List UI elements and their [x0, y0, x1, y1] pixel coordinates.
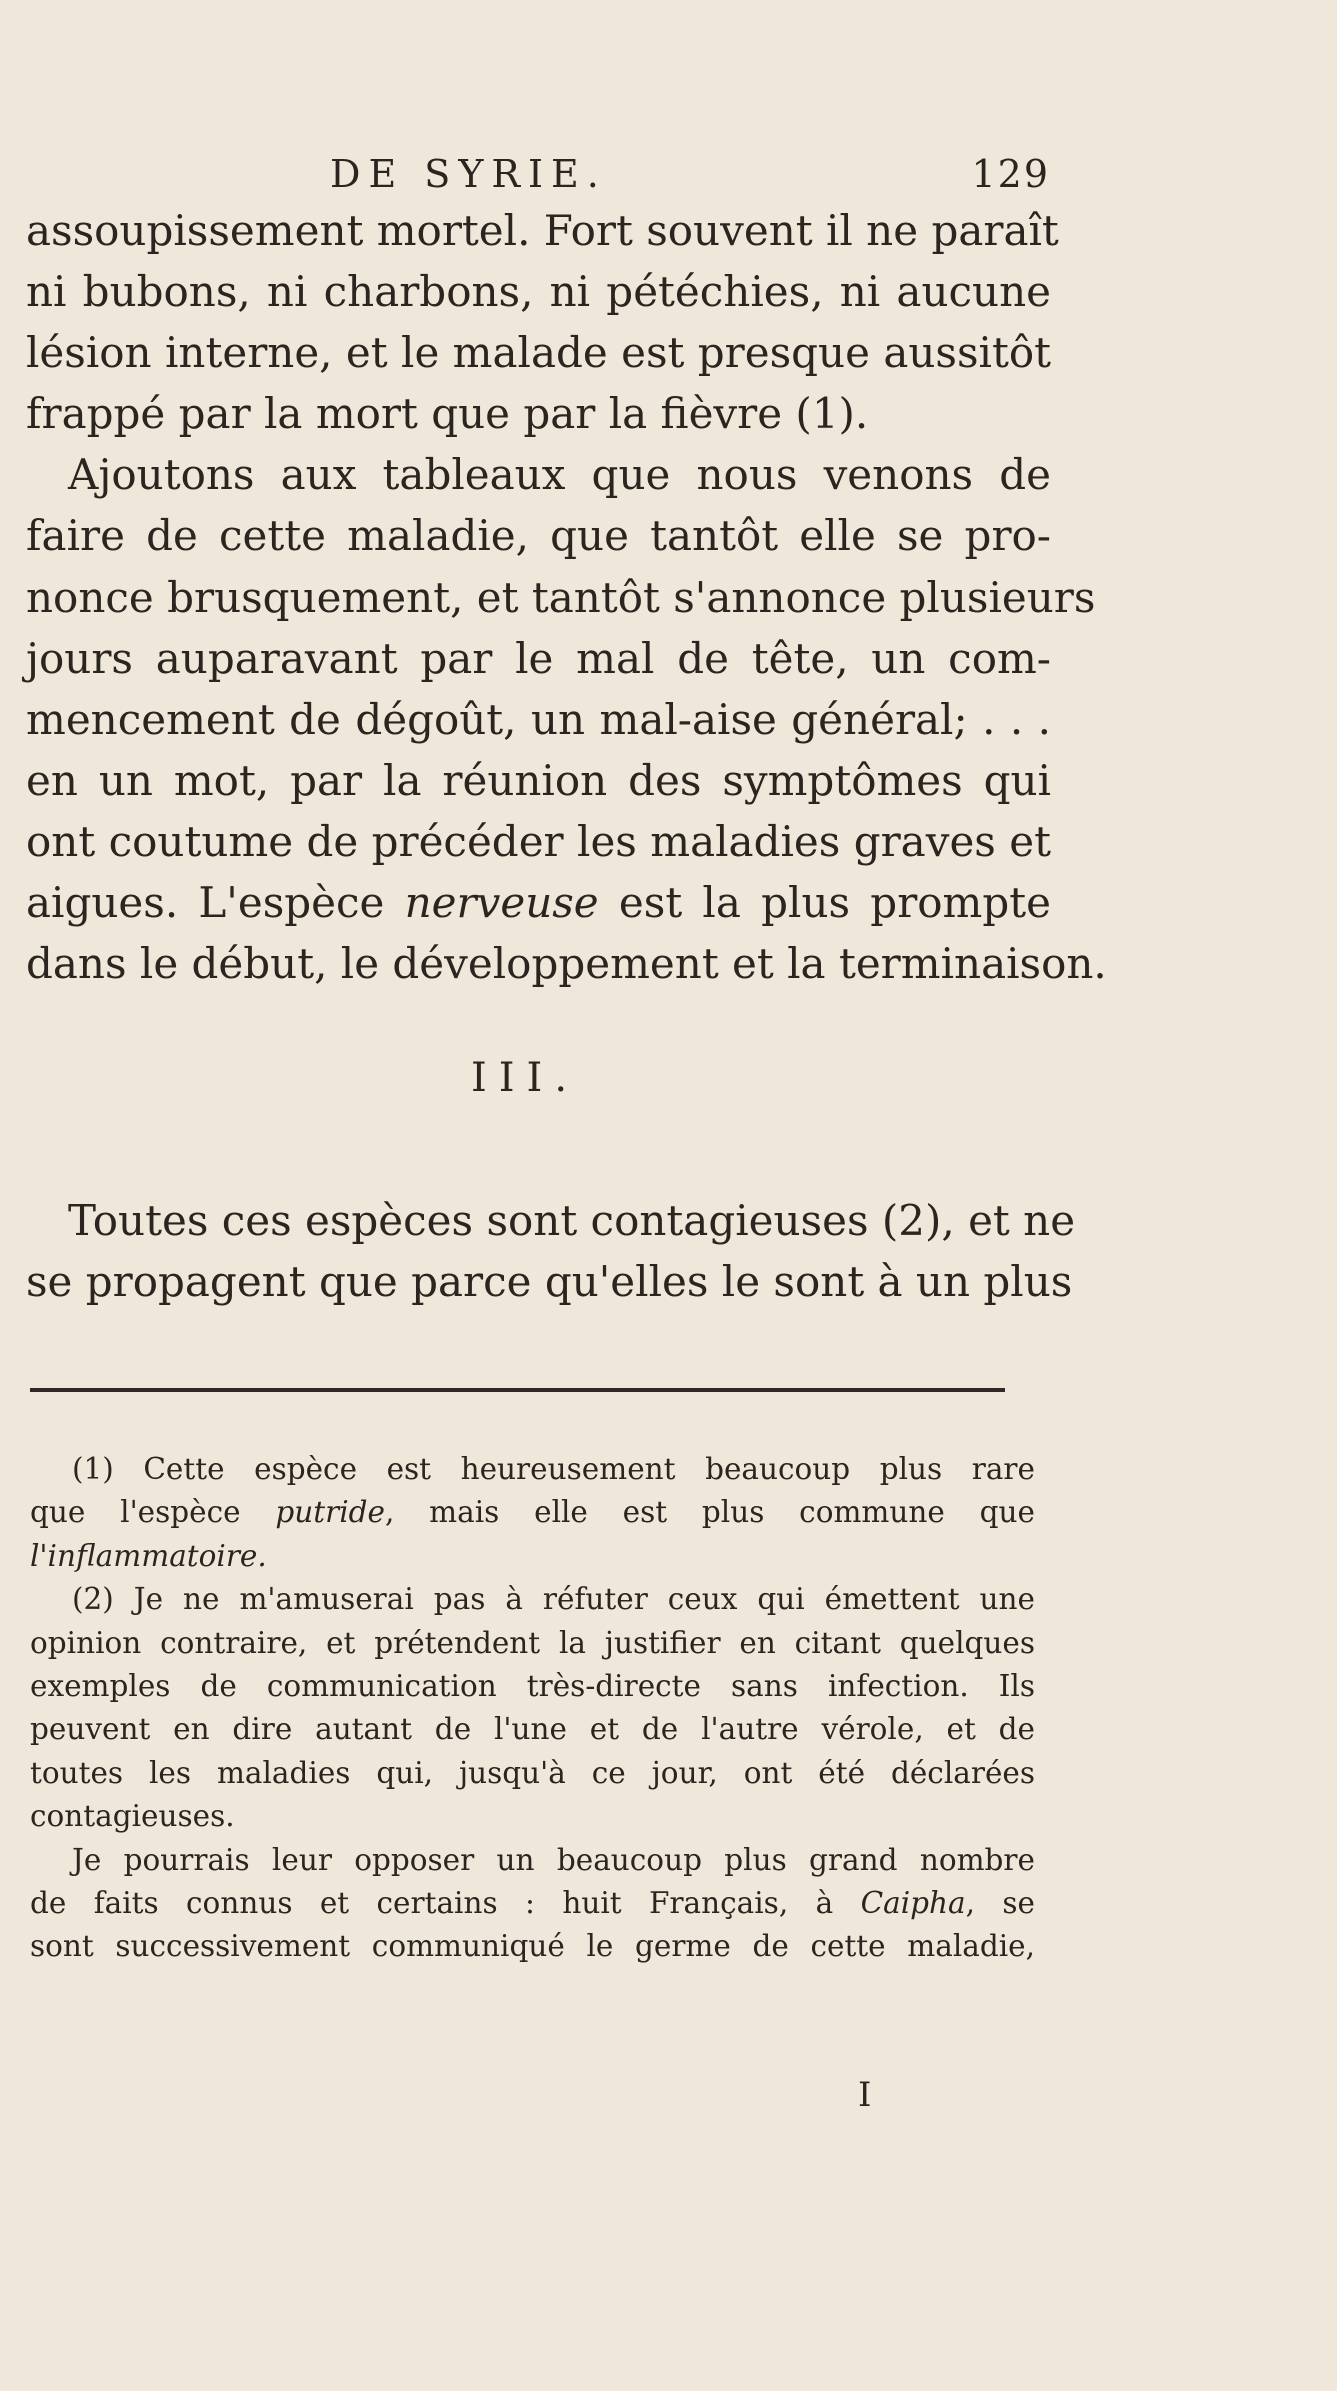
text-segment: est la plus prompte — [618, 878, 1051, 928]
italic-term: Caipha — [860, 1886, 966, 1921]
footnote-line: (2) Je ne m'amuserai pas à réfuter ceux qui émettent une — [72, 1582, 1035, 1617]
footnote-line: exemples de communication très-directe sans infection. Ils — [30, 1669, 1035, 1704]
text-line: jours auparavant par le mal de tête, un com- — [26, 633, 1051, 683]
signature-mark: I — [858, 2075, 872, 2115]
text-segment: , mais elle est plus commune que — [385, 1495, 1035, 1530]
footnotes — [30, 1448, 1035, 1969]
section-heading: III. — [470, 1055, 580, 1101]
footnote-rule — [30, 1388, 1005, 1392]
running-title: DE SYRIE. — [330, 152, 607, 196]
text-segment: que l'espèce — [30, 1495, 241, 1530]
main-text — [26, 200, 1107, 994]
text-line: mencement de dégoût, un mal-aise général; . . . — [26, 694, 1051, 744]
footnote-line — [30, 1882, 1035, 1925]
text-line: faire de cette maladie, que tantôt elle se pro- — [26, 511, 1051, 561]
footnote-line — [30, 1491, 1035, 1534]
italic-term: putride — [275, 1495, 386, 1530]
text-line: nonce brusquement, et tantôt s'annonce plusieurs — [26, 572, 1096, 622]
footnote-line: opinion contraire, et prétendent la justifier en citant quelques — [30, 1625, 1035, 1660]
footnote-line: sont successivement communiqué le germe de cette maladie, — [30, 1929, 1035, 1964]
footnote-line: contagieuses. — [30, 1799, 235, 1834]
text-line: Ajoutons aux tableaux que nous venons de — [68, 450, 1051, 500]
text-line: frappé par la mort que par la fièvre (1). — [26, 389, 869, 439]
section-text — [26, 1190, 1076, 1312]
footnote-line: (1) Cette espèce est heureusement beaucoup plus rare — [72, 1452, 1035, 1486]
text-segment: de faits connus et certains : huit Français, à — [30, 1886, 834, 1921]
text-line: assoupissement mortel. Fort souvent il ne paraît — [26, 206, 1059, 255]
text-line: ni bubons, ni charbons, ni pétéchies, ni aucune — [26, 267, 1051, 317]
italic-term: nerveuse — [404, 878, 599, 928]
text-line: se propagent que parce qu'elles le sont à un plus — [26, 1257, 1073, 1307]
text-line — [26, 872, 1051, 933]
text-segment: aigues. L'espèce — [26, 878, 385, 928]
page-number: 129 — [971, 152, 1050, 196]
footnote-line: Je pourrais leur opposer un beaucoup plus grand nombre — [72, 1842, 1035, 1877]
italic-term: l'inflammatoire. — [30, 1538, 267, 1573]
footnote-line — [30, 1535, 1035, 1578]
text-segment: , se — [965, 1886, 1035, 1921]
footnote-line: toutes les maladies qui, jusqu'à ce jour, ont été déclarées — [30, 1755, 1035, 1790]
text-line: lésion interne, et le malade est presque aussitôt — [26, 328, 1051, 378]
text-line: en un mot, par la réunion des symptômes qui — [26, 755, 1051, 805]
text-line: Toutes ces espèces sont contagieuses (2), et ne — [68, 1196, 1076, 1245]
text-line: dans le début, le développement et la terminaison. — [26, 939, 1107, 989]
text-line: ont coutume de précéder les maladies graves et — [26, 816, 1051, 866]
footnote-line: peuvent en dire autant de l'une et de l'autre vérole, et de — [30, 1712, 1035, 1747]
